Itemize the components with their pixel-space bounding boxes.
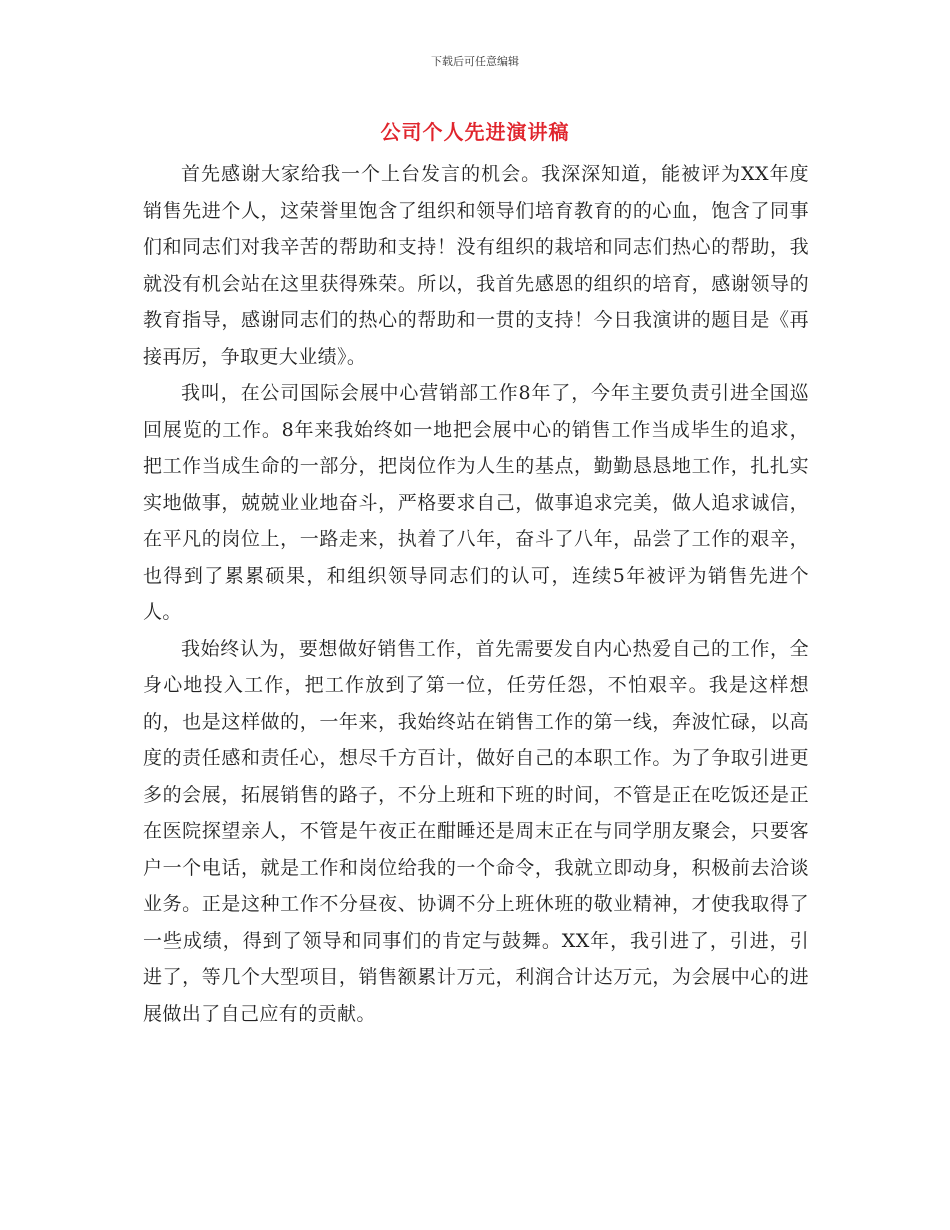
document-title: 公司个人先进演讲稿 <box>380 120 570 144</box>
page-header-note: 下载后可任意编辑 <box>431 55 519 68</box>
document-body <box>143 156 809 1032</box>
paragraph-1: 首先感谢大家给我一个上台发言的机会。我深深知道，能被评为XX年度销售先进个人，这荣誉里饱含了组织和领导们培育教育的的心血，饱含了同事们和同志们对我辛苦的帮助和支持！没有组织的栽培和同志们热心的帮助，我就没有机会站在这里获得殊荣。所以，我首先感恩的组织的培育，感谢领导的教育指导，感谢同志们的热心的帮助和一贯的支持！今日我演讲的题目是《再接再厉，争取更大业绩》。 <box>143 163 809 368</box>
paragraph-2: 我叫，在公司国际会展中心营销部工作8年了，今年主要负责引进全国巡回展览的工作。8年来我始终如一地把会展中心的销售工作当成毕生的追求，把工作当成生命的一部分，把岗位作为人生的基点，勤勤恳恳地工作，扎扎实实地做事，兢兢业业地奋斗，严格要求自己，做事追求完美，做人追求诚信，在平凡的岗位上，一路走来，执着了八年，奋斗了八年，品尝了工作的艰辛，也得到了累累硕果，和组织领导同志们的认可，连续5年被评为销售先进个人。 <box>143 382 809 623</box>
paragraph-3: 我始终认为，要想做好销售工作，首先需要发自内心热爱自己的工作，全身心地投入工作，把工作放到了第一位，任劳任怨，不怕艰辛。我是这样想的，也是这样做的，一年来，我始终站在销售工作的第一线，奔波忙碌，以高度的责任感和责任心，想尽千方百计，做好自己的本职工作。为了争取引进更多的会展，拓展销售的路子，不分上班和下班的时间，不管是正在吃饭还是正在医院探望亲人，不管是午夜正在酣睡还是周末正在与同学朋友聚会，只要客户一个电话，就是工作和岗位给我的一个命令，我就立即动身，积极前去洽谈业务。正是这种工作不分昼夜、协调不分上班休班的敬业精神，才使我取得了一些成绩，得到了领导和同事们的肯定与鼓舞。XX年，我引进了，引进，引进了，等几个大型项目，销售额累计万元，利润合计达万元，为会展中心的进展做出了自己应有的贡献。 <box>143 637 809 1025</box>
